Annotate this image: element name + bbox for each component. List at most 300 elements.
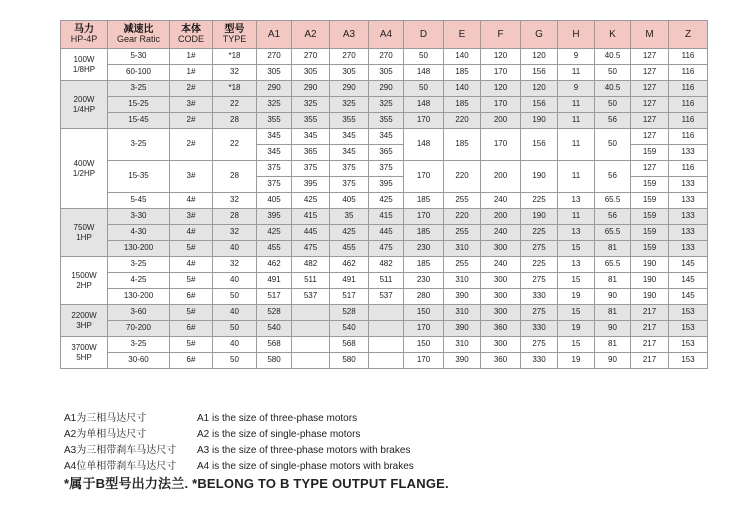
table-cell: 19	[558, 289, 595, 305]
power-cell	[61, 257, 108, 305]
table-cell: 310	[444, 337, 481, 353]
table-cell: 325	[330, 97, 369, 113]
table-cell: 127	[631, 65, 669, 81]
table-cell: 395	[257, 209, 292, 225]
note-cn: A4位单相带刹车马达尺寸	[64, 461, 177, 472]
table-cell: 240	[481, 193, 521, 209]
table-cell: 330	[521, 289, 558, 305]
table-cell: 15	[558, 273, 595, 289]
table-cell: 405	[330, 193, 369, 209]
table-cell: 3#	[170, 209, 213, 225]
table-cell: 405	[257, 193, 292, 209]
table-cell: 540	[257, 321, 292, 337]
table-cell: 6#	[170, 353, 213, 369]
table-cell: 275	[521, 305, 558, 321]
table-cell: 220	[444, 161, 481, 193]
table-cell: 15-35	[108, 161, 170, 193]
table-cell: 116	[669, 161, 708, 177]
table-cell: 65.5	[595, 257, 631, 273]
table-cell: 81	[595, 273, 631, 289]
column-header	[521, 21, 558, 49]
table-cell: 325	[257, 97, 292, 113]
table-cell: 170	[481, 65, 521, 81]
table-cell: 568	[330, 337, 369, 353]
table-cell: 290	[257, 81, 292, 97]
table-cell: 159	[631, 177, 669, 193]
column-header	[369, 21, 404, 49]
table-cell: 145	[669, 289, 708, 305]
table-cell: 120	[521, 49, 558, 65]
note-cn: A1为三相马达尺寸	[64, 413, 147, 424]
header-label: D	[419, 29, 428, 40]
table-cell: 32	[213, 257, 257, 273]
table-cell: 5-45	[108, 193, 170, 209]
table-cell	[369, 337, 404, 353]
table-cell: 11	[558, 161, 595, 193]
column-header	[481, 21, 521, 49]
table-cell: 11	[558, 113, 595, 129]
table-cell: 462	[330, 257, 369, 273]
table-cell: 345	[330, 145, 369, 161]
power-label: 1HP	[76, 232, 92, 242]
header-row	[61, 21, 708, 49]
table-cell: 127	[631, 161, 669, 177]
table-cell: 148	[404, 129, 444, 161]
header-label: E	[458, 29, 466, 40]
table-cell: 425	[330, 225, 369, 241]
table-cell: 270	[369, 49, 404, 65]
table-cell: 15	[558, 305, 595, 321]
table-cell: 325	[369, 97, 404, 113]
column-header	[61, 21, 108, 49]
table-cell: 56	[595, 209, 631, 225]
table-cell: 22	[213, 129, 257, 161]
table-cell: 32	[213, 193, 257, 209]
table-cell: 300	[481, 305, 521, 321]
table-cell: 133	[669, 177, 708, 193]
table-cell: 300	[481, 289, 521, 305]
table-cell	[292, 353, 330, 369]
table-cell: 185	[404, 193, 444, 209]
table-cell: 255	[444, 257, 481, 273]
note-line	[64, 427, 449, 443]
table-cell: 22	[213, 97, 257, 113]
table-cell: 28	[213, 161, 257, 193]
table-cell: 127	[631, 129, 669, 145]
table-cell: 30-60	[108, 353, 170, 369]
header-label: A4	[379, 29, 393, 40]
table-cell: 153	[669, 337, 708, 353]
table-cell: 159	[631, 241, 669, 257]
table-cell: 568	[257, 337, 292, 353]
note-en: A1 is the size of three-phase motors	[197, 413, 358, 424]
table-row	[61, 161, 708, 177]
header-label: A3	[342, 29, 356, 40]
table-cell: 19	[558, 321, 595, 337]
note-en: A3 is the size of three-phase motors with brakes	[197, 445, 411, 456]
table-cell: 395	[369, 177, 404, 193]
table-cell: 305	[292, 65, 330, 81]
power-label: 750W	[73, 223, 95, 233]
table-cell: 355	[369, 113, 404, 129]
note-en: A2 is the size of single-phase motors	[197, 429, 361, 440]
table-cell: 220	[444, 113, 481, 129]
table-cell: 270	[257, 49, 292, 65]
column-header	[669, 21, 708, 49]
power-label: 400W	[73, 159, 95, 169]
table-cell: 159	[631, 225, 669, 241]
table-cell: 200	[481, 161, 521, 193]
table-cell: 390	[444, 321, 481, 337]
power-label: 3HP	[76, 320, 92, 330]
table-cell: 330	[521, 321, 558, 337]
table-cell: 300	[481, 337, 521, 353]
power-cell	[61, 81, 108, 129]
table-cell: 511	[292, 273, 330, 289]
table-cell: 28	[213, 113, 257, 129]
header-sublabel: TYPE	[222, 34, 247, 45]
table-cell: 540	[330, 321, 369, 337]
dimension-table	[60, 20, 708, 369]
table-cell: 445	[369, 225, 404, 241]
table-cell: 491	[257, 273, 292, 289]
table-cell: 455	[257, 241, 292, 257]
table-cell: 225	[521, 225, 558, 241]
table-cell: 11	[558, 65, 595, 81]
table-cell: 5-30	[108, 49, 170, 65]
table-cell: 3#	[170, 161, 213, 193]
table-cell: 170	[404, 353, 444, 369]
table-cell: 11	[558, 209, 595, 225]
note-line	[64, 443, 449, 459]
table-cell: 28	[213, 209, 257, 225]
table-cell: 275	[521, 241, 558, 257]
table-cell: 148	[404, 65, 444, 81]
table-cell: 200	[481, 209, 521, 225]
table-cell: 305	[330, 65, 369, 81]
table-cell: 3-25	[108, 337, 170, 353]
table-cell: 190	[521, 113, 558, 129]
table-cell	[369, 321, 404, 337]
table-cell: 50	[404, 49, 444, 65]
table-cell: 528	[330, 305, 369, 321]
header-sublabel: CODE	[177, 34, 204, 45]
table-cell: 425	[257, 225, 292, 241]
table-cell: 116	[669, 81, 708, 97]
table-cell: 159	[631, 145, 669, 161]
table-row	[61, 241, 708, 257]
table-cell: 50	[404, 81, 444, 97]
table-cell: 305	[369, 65, 404, 81]
header-sublabel: HP-4P	[70, 34, 98, 45]
flange-footnote: *属于B型号出力法兰. *BELONG TO B TYPE OUTPUT FLANGE.	[64, 476, 449, 491]
table-cell: 4-25	[108, 273, 170, 289]
table-cell: 127	[631, 97, 669, 113]
table-cell: 13	[558, 193, 595, 209]
table-cell: 32	[213, 65, 257, 81]
table-cell: 156	[521, 129, 558, 161]
table-cell: 156	[521, 97, 558, 113]
table-cell: 4#	[170, 225, 213, 241]
table-cell: 482	[292, 257, 330, 273]
table-cell: 159	[631, 209, 669, 225]
table-cell: 425	[292, 193, 330, 209]
table-row	[61, 97, 708, 113]
table-cell: 4-30	[108, 225, 170, 241]
table-cell: 365	[369, 145, 404, 161]
table-cell: 9	[558, 81, 595, 97]
table-row	[61, 225, 708, 241]
power-label: 1500W	[71, 271, 97, 281]
table-cell: 217	[631, 337, 669, 353]
table-cell: 40	[213, 241, 257, 257]
table-cell: 170	[404, 161, 444, 193]
table-cell	[292, 321, 330, 337]
table-cell: 1#	[170, 49, 213, 65]
table-cell: 270	[292, 49, 330, 65]
table-cell: 9	[558, 49, 595, 65]
table-cell: 290	[369, 81, 404, 97]
table-cell: 3#	[170, 97, 213, 113]
table-row	[61, 257, 708, 273]
table-cell: 70-200	[108, 321, 170, 337]
header-label: A1	[267, 29, 281, 40]
table-cell: 153	[669, 321, 708, 337]
table-cell: 56	[595, 113, 631, 129]
table-cell: 415	[369, 209, 404, 225]
table-cell: 5#	[170, 337, 213, 353]
power-cell	[61, 305, 108, 337]
table-cell: 345	[369, 129, 404, 145]
table-cell: 185	[404, 257, 444, 273]
note-cn: A2为单相马达尺寸	[64, 429, 147, 440]
header-sublabel: Gear Ratic	[116, 34, 160, 45]
table-cell: 159	[631, 193, 669, 209]
table-cell: 35	[330, 209, 369, 225]
table-cell: 90	[595, 353, 631, 369]
table-cell: 290	[292, 81, 330, 97]
table-cell: 2#	[170, 81, 213, 97]
power-label: 3700W	[71, 343, 97, 353]
column-header	[213, 21, 257, 49]
header-label: A2	[304, 29, 317, 40]
table-cell: 528	[257, 305, 292, 321]
table-cell: 375	[292, 161, 330, 177]
table-cell: 65.5	[595, 225, 631, 241]
table-row	[61, 49, 708, 65]
table-cell: 375	[369, 161, 404, 177]
table-cell: 40	[213, 273, 257, 289]
table-cell: 145	[669, 273, 708, 289]
table-cell: 3-25	[108, 81, 170, 97]
table-cell: 81	[595, 337, 631, 353]
power-label: 1/4HP	[72, 104, 96, 114]
note-line	[64, 411, 449, 427]
header-label: Z	[684, 29, 692, 40]
table-cell: 375	[257, 161, 292, 177]
table-cell: 32	[213, 225, 257, 241]
table-cell: 190	[521, 161, 558, 193]
table-row	[61, 321, 708, 337]
power-cell	[61, 129, 108, 209]
table-cell: 5#	[170, 305, 213, 321]
table-cell: 81	[595, 305, 631, 321]
table-cell: 240	[481, 225, 521, 241]
table-row	[61, 353, 708, 369]
table-cell: 395	[292, 177, 330, 193]
table-cell: 15	[558, 337, 595, 353]
table-cell: 462	[257, 257, 292, 273]
table-cell: 4#	[170, 193, 213, 209]
table-cell: 517	[330, 289, 369, 305]
table-cell: 325	[292, 97, 330, 113]
power-label: 2200W	[71, 311, 97, 321]
table-cell: 150	[404, 305, 444, 321]
table-cell: 116	[669, 97, 708, 113]
table-cell	[292, 305, 330, 321]
table-cell: 170	[404, 113, 444, 129]
table-cell: 116	[669, 49, 708, 65]
table-cell: 3-30	[108, 209, 170, 225]
table-cell: 150	[404, 337, 444, 353]
note-list	[64, 411, 449, 475]
header-label: 马力	[74, 24, 94, 36]
table-cell	[292, 337, 330, 353]
table-cell: 3-60	[108, 305, 170, 321]
table-cell: 310	[444, 241, 481, 257]
note-en: A4 is the size of single-phase motors with brakes	[197, 461, 414, 472]
table-cell: 200	[481, 113, 521, 129]
table-cell: 230	[404, 241, 444, 257]
table-cell: 190	[631, 289, 669, 305]
table-cell: 190	[521, 209, 558, 225]
table-cell: 190	[631, 257, 669, 273]
header-label: M	[645, 29, 654, 40]
table-cell: 133	[669, 241, 708, 257]
table-cell: 56	[595, 161, 631, 193]
table-cell: 19	[558, 353, 595, 369]
table-row	[61, 81, 708, 97]
table-cell: 90	[595, 321, 631, 337]
table-cell: 5#	[170, 273, 213, 289]
table-cell: 365	[292, 145, 330, 161]
table-cell: 355	[330, 113, 369, 129]
note-line	[64, 459, 449, 475]
table-cell: 127	[631, 113, 669, 129]
table-cell: 390	[444, 353, 481, 369]
power-label: 5HP	[76, 352, 92, 362]
table-cell: 475	[369, 241, 404, 257]
table-cell: 230	[404, 273, 444, 289]
table-cell: 240	[481, 257, 521, 273]
table-row	[61, 193, 708, 209]
table-cell: 185	[444, 129, 481, 161]
table-cell: 170	[481, 97, 521, 113]
power-cell	[61, 209, 108, 257]
table-cell: 220	[444, 209, 481, 225]
table-cell: 130-200	[108, 289, 170, 305]
table-cell: 217	[631, 305, 669, 321]
table-row	[61, 305, 708, 321]
header-label: F	[497, 29, 504, 40]
column-header	[444, 21, 481, 49]
table-cell: 345	[257, 145, 292, 161]
table-cell: 375	[330, 161, 369, 177]
table-cell: 15-25	[108, 97, 170, 113]
table-cell: 280	[404, 289, 444, 305]
table-cell: 6#	[170, 289, 213, 305]
table-cell: 217	[631, 353, 669, 369]
table-cell: 11	[558, 129, 595, 161]
table-cell: 148	[404, 97, 444, 113]
table-cell: 170	[404, 321, 444, 337]
table-cell: 116	[669, 65, 708, 81]
table-cell: 127	[631, 81, 669, 97]
table-cell: 511	[369, 273, 404, 289]
table-cell: 11	[558, 97, 595, 113]
table-cell: 15	[558, 241, 595, 257]
table-cell: 65.5	[595, 193, 631, 209]
power-label: 100W	[73, 55, 95, 65]
table-cell: 120	[521, 81, 558, 97]
table-row	[61, 337, 708, 353]
table-cell: 120	[481, 81, 521, 97]
table-cell: 3-25	[108, 129, 170, 161]
table-cell: 15-45	[108, 113, 170, 129]
table-cell: 275	[521, 337, 558, 353]
table-cell: 140	[444, 49, 481, 65]
table-cell: 40.5	[595, 81, 631, 97]
table-cell: 156	[521, 65, 558, 81]
power-label: 200W	[73, 95, 95, 105]
power-label: 2HP	[76, 280, 92, 290]
table-row	[61, 65, 708, 81]
table-row	[61, 113, 708, 129]
table-cell: 217	[631, 321, 669, 337]
table-row	[61, 129, 708, 145]
table-cell	[369, 305, 404, 321]
table-cell: 50	[595, 129, 631, 161]
table-cell: 50	[595, 97, 631, 113]
table-cell: 185	[444, 65, 481, 81]
table-cell: 50	[595, 65, 631, 81]
table-cell: 60-100	[108, 65, 170, 81]
table-cell: 310	[444, 305, 481, 321]
table-cell: 390	[444, 289, 481, 305]
table-cell: 537	[369, 289, 404, 305]
table-cell: 255	[444, 225, 481, 241]
table-cell: 133	[669, 209, 708, 225]
table-cell: 140	[444, 81, 481, 97]
table-cell: 300	[481, 273, 521, 289]
power-cell	[61, 337, 108, 369]
table-cell: 491	[330, 273, 369, 289]
table-cell: 120	[481, 49, 521, 65]
table-row	[61, 209, 708, 225]
header-label: H	[572, 29, 580, 40]
column-header	[170, 21, 213, 49]
table-cell: 580	[257, 353, 292, 369]
table-cell: 270	[330, 49, 369, 65]
header-label: G	[535, 29, 543, 40]
table-cell: 2#	[170, 113, 213, 129]
table-cell	[369, 353, 404, 369]
table-row	[61, 289, 708, 305]
table-cell: 170	[404, 209, 444, 225]
table-cell: *18	[213, 49, 257, 65]
table-cell: 116	[669, 129, 708, 145]
table-cell: 190	[631, 273, 669, 289]
